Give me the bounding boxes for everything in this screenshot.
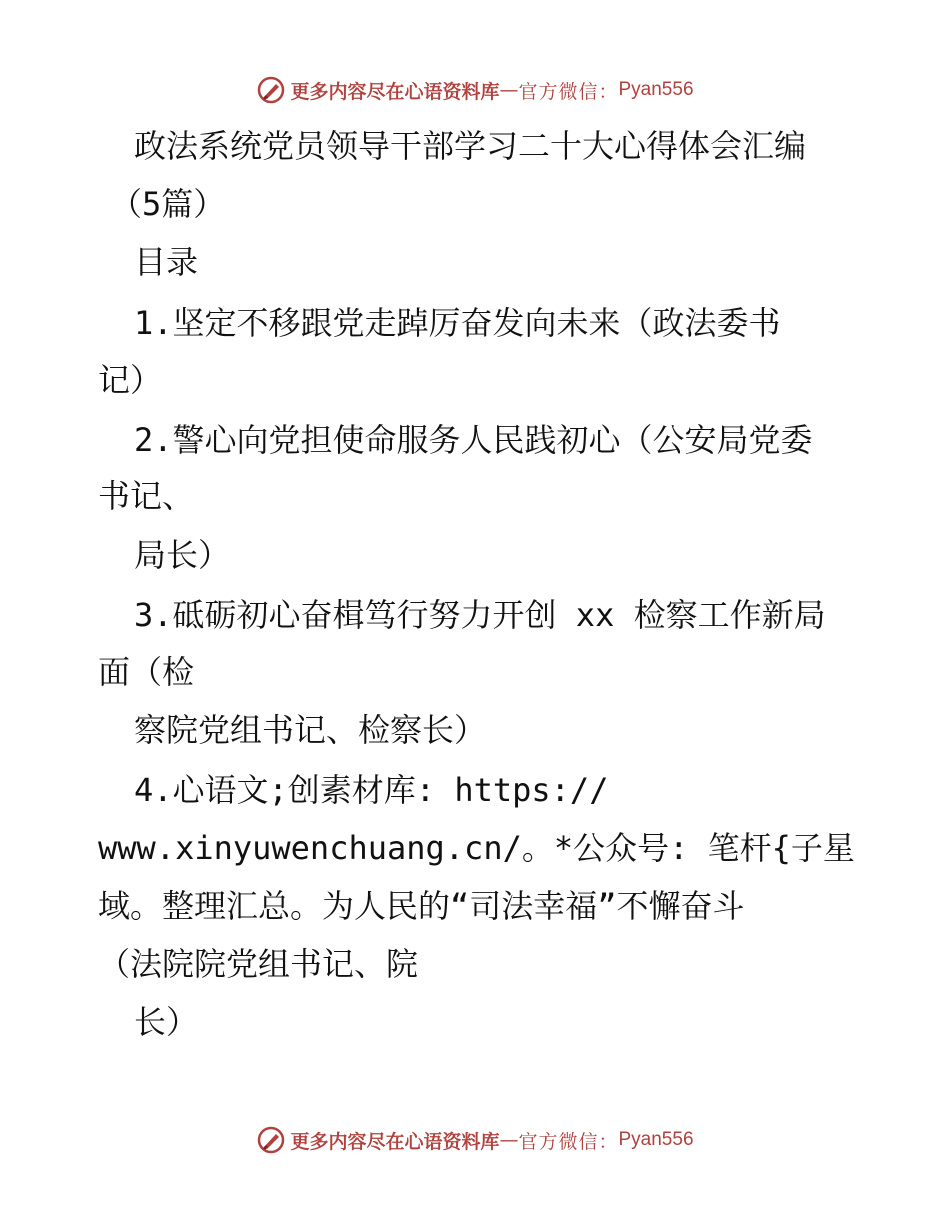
toc-item-3-line-1: 3.砥砺初心奋楫笃行努力开创 xx 检察工作新局 bbox=[134, 596, 826, 634]
toc-item-1-line-2: 记） bbox=[98, 361, 163, 399]
banner-wechat-label: 官方微信： bbox=[518, 1130, 619, 1153]
toc-item-4-line-4: （法院院党组书记、院 bbox=[98, 945, 419, 983]
toc-item-3-line-2: 面（检 bbox=[98, 653, 195, 691]
banner-wechat-label: 官方微信： bbox=[518, 80, 619, 103]
footer-banner bbox=[0, 1120, 950, 1160]
banner-wechat-id: Pyan556 bbox=[618, 79, 694, 100]
toc-item-3-line-3: 察院党组书记、检察长） bbox=[134, 711, 487, 749]
banner-brand-text: 更多内容尽在心语资料库 bbox=[290, 80, 500, 103]
toc-item-4-line-2: www.xinyuwenchuang.cn/。*公众号: 笔杆{子星 bbox=[98, 829, 855, 867]
toc-item-1-line-1: 1.坚定不移跟党走踔厉奋发向未来（政法委书 bbox=[134, 304, 781, 342]
pen-nib-logo-icon bbox=[256, 75, 286, 105]
pen-nib-logo-icon bbox=[256, 1125, 286, 1155]
toc-item-4-line-5: 长） bbox=[134, 1003, 199, 1041]
toc-item-4-line-1: 4.心语文;创素材库: https:// bbox=[134, 771, 609, 809]
banner-brand-text: 更多内容尽在心语资料库 bbox=[290, 1130, 500, 1153]
toc-item-2-line-1: 2.警心向党担使命服务人民践初心（公安局党委 bbox=[134, 421, 813, 459]
toc-item-2-line-2: 书记、 bbox=[98, 477, 195, 515]
banner-dash: — bbox=[499, 79, 519, 101]
banner-wechat-id: Pyan556 bbox=[618, 1129, 694, 1150]
banner-dash: — bbox=[499, 1129, 519, 1151]
toc-item-4-line-3: 域。整理汇总。为人民的“司法幸福”不懈奋斗 bbox=[98, 887, 745, 925]
header-banner bbox=[0, 70, 950, 110]
document-title-line-2: （5篇） bbox=[110, 185, 226, 223]
toc-heading: 目录 bbox=[134, 243, 199, 281]
document-title-line-1: 政法系统党员领导干部学习二十大心得体会汇编 bbox=[134, 127, 807, 165]
toc-item-2-line-3: 局长） bbox=[134, 536, 231, 574]
